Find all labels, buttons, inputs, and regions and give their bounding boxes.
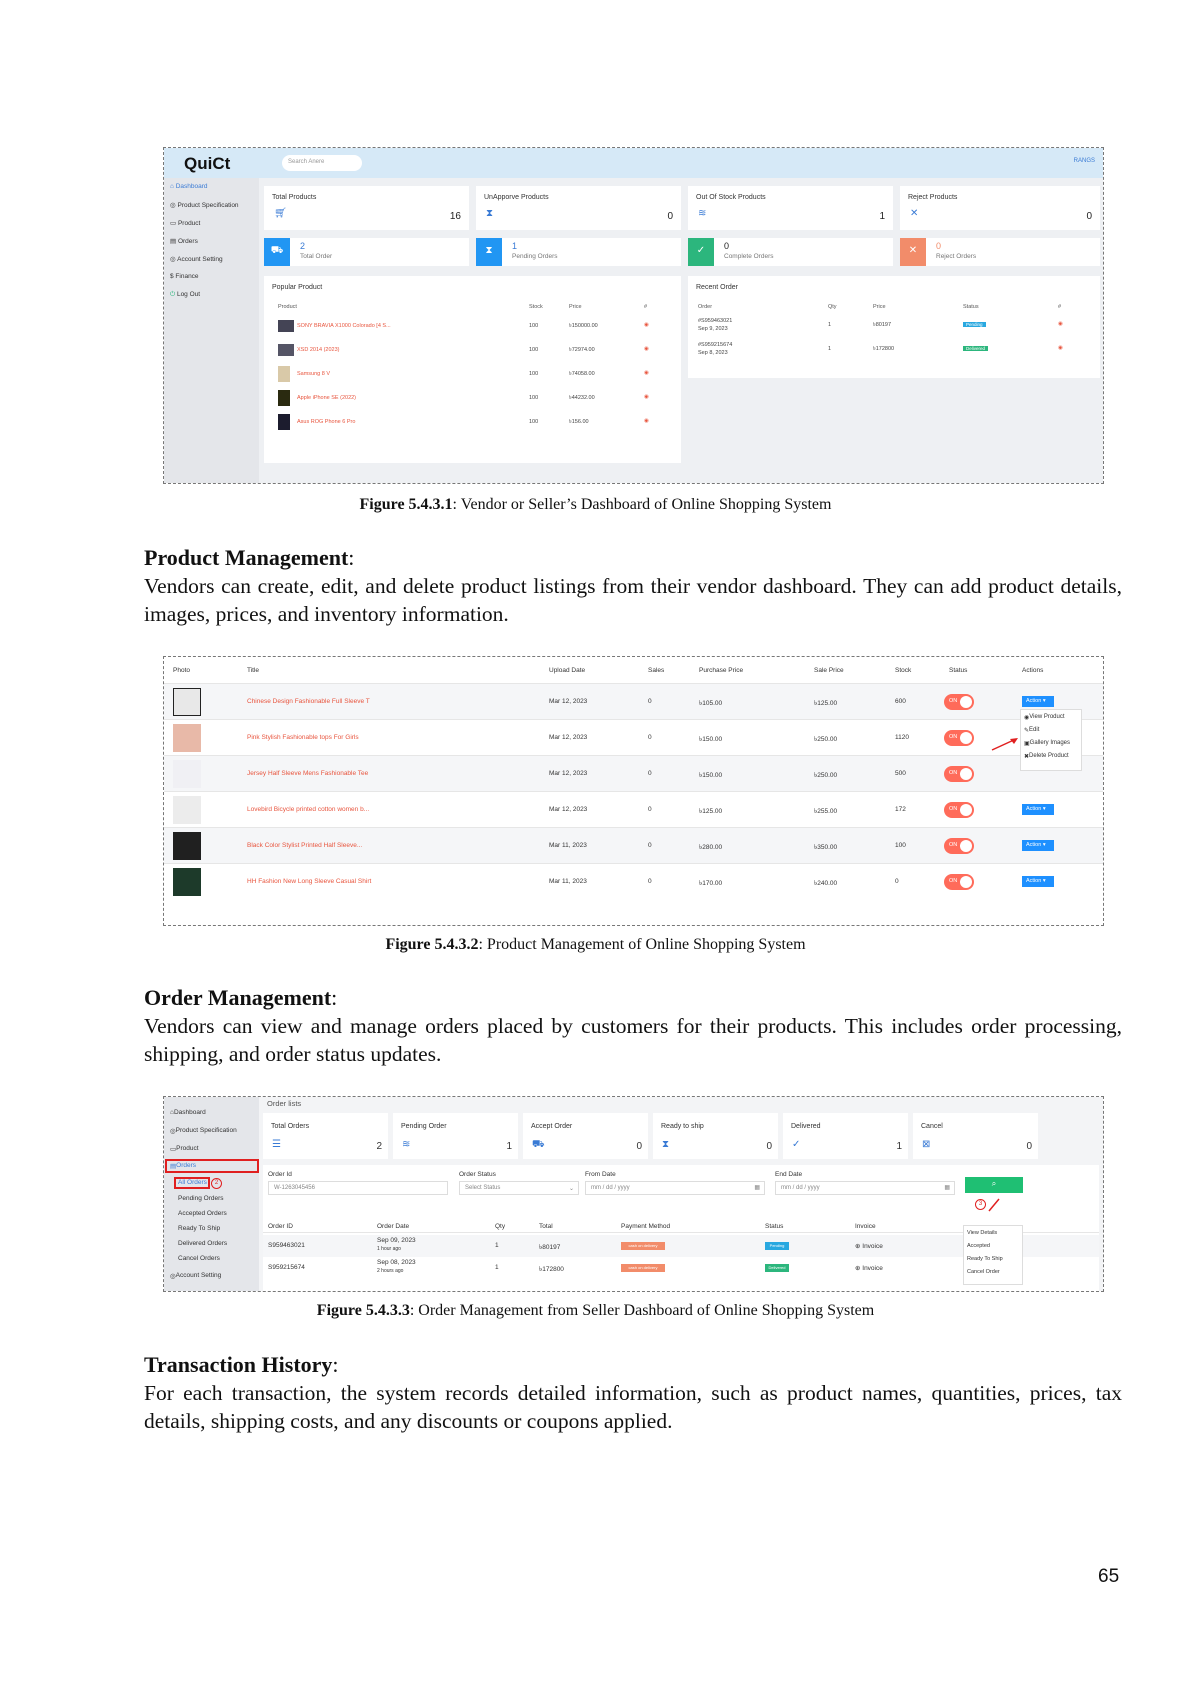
action-dropdown-button[interactable]: Action ▾ — [1022, 696, 1054, 707]
table-row[interactable]: Samsung 8 V 100 ৳74058.00 ◉ — [264, 368, 681, 392]
red-arrow-annotation — [987, 1197, 1003, 1213]
top-bar — [164, 148, 1103, 178]
status-toggle[interactable]: ON — [944, 874, 974, 890]
user-menu[interactable]: RANGS — [1073, 158, 1095, 164]
sidebar-item-dashboard[interactable]: ⌂ Dashboard — [170, 183, 208, 190]
order-stat-card: Cancel ⊠ 0 — [913, 1113, 1038, 1159]
sidebar-item-account-setting[interactable]: ◎ Account Setting — [170, 1272, 222, 1280]
close-icon: ✕ — [910, 208, 919, 219]
hourglass-icon: ⧗ — [486, 208, 494, 219]
product-photo — [173, 796, 201, 824]
sidebar-item-account-setting[interactable]: ◎ Account Setting — [170, 256, 223, 263]
recent-order-panel: Recent Order Order Qty Price Status # #S959463021 Sep 9, 2023 1 ৳80197 Pending ◉ #S959215674 Sep 8, 2023 1 ৳172800 Delivered ◉ — [688, 276, 1100, 378]
invoice-link[interactable]: ⊕ Invoice — [855, 1265, 883, 1272]
summary-card: ✕ 0 Reject Orders — [900, 238, 1100, 266]
sidebar-item-cancel-orders[interactable]: Cancel Orders — [178, 1255, 220, 1262]
table-row[interactable]: Chinese Design Fashionable Full Sleeve T Mar 12, 2023 0 ৳105.00 ৳125.00 600 ON Action ▾ — [164, 683, 1103, 719]
sidebar-item-ready-to-ship[interactable]: Ready To Ship — [178, 1225, 221, 1232]
step-marker: 2 — [211, 1178, 222, 1189]
table-row[interactable]: Pink Stylish Fashionable tops For Girls Mar 12, 2023 0 ৳150.00 ৳250.00 1120 ON — [164, 719, 1103, 755]
section-heading: Transaction History: — [144, 1352, 339, 1377]
status-toggle[interactable]: ON — [944, 730, 974, 746]
product-management-figure — [163, 656, 1104, 926]
database-icon: ≋ — [402, 1139, 411, 1150]
table-row[interactable]: Lovebird Bicycle printed cotton women b... Mar 12, 2023 0 ৳125.00 ৳255.00 172 ON Action ▾ — [164, 791, 1103, 827]
menu-item-view-product[interactable]: ◉ View Product — [1024, 714, 1065, 721]
sidebar-item-delivered-orders[interactable]: Delivered Orders — [178, 1240, 228, 1247]
action-menu — [1020, 709, 1082, 771]
product-thumbnail — [278, 414, 290, 430]
search-input[interactable]: Search Anere — [282, 155, 362, 171]
sidebar-item-product[interactable]: ▭ Product — [170, 220, 201, 227]
table-row[interactable]: HH Fashion New Long Sleeve Casual Shirt Mar 11, 2023 0 ৳170.00 ৳240.00 0 ON Action ▾ — [164, 863, 1103, 899]
status-toggle[interactable]: ON — [944, 694, 974, 710]
action-dropdown-button[interactable]: Action ▾ — [1022, 804, 1054, 815]
order-id-input[interactable]: W-1263045456 — [268, 1181, 448, 1195]
sidebar-item-logout[interactable]: ⏻ Log Out — [170, 291, 201, 298]
order-stat-card: Accept Order ⛟ 0 — [523, 1113, 648, 1159]
menu-item-accepted[interactable]: Accepted — [967, 1243, 990, 1249]
sidebar — [164, 178, 259, 483]
status-toggle[interactable]: ON — [944, 766, 974, 782]
status-toggle[interactable]: ON — [944, 802, 974, 818]
calendar-icon: ▦ — [944, 1185, 950, 1191]
status-badge: Delivered — [765, 1264, 789, 1272]
table-row[interactable]: Jersey Half Sleeve Mens Fashionable Tee Mar 12, 2023 0 ৳150.00 ৳250.00 500 ON — [164, 755, 1103, 791]
table-row[interactable]: Black Color Stylist Printed Half Sleeve... Mar 11, 2023 0 ৳280.00 ৳350.00 100 ON Action ▾ — [164, 827, 1103, 863]
status-badge: Delivered — [963, 346, 988, 351]
product-photo — [173, 868, 201, 896]
page-title: Order lists — [267, 1099, 302, 1108]
status-badge: Pending — [963, 322, 986, 327]
dashboard-main — [259, 178, 1103, 483]
eye-icon[interactable]: ◉ — [1058, 345, 1063, 351]
action-dropdown-button[interactable]: Action ▾ — [1022, 876, 1054, 887]
section-paragraph: For each transaction, the system records detailed information, such as product names, quantities, prices, tax details, shipping costs, and any discounts or coupons applied. — [144, 1381, 1122, 1433]
summary-card: ✓ 0 Complete Orders — [688, 238, 893, 266]
stat-card: UnApporve Products ⧗ 0 — [476, 186, 681, 230]
section-heading: Order Management: — [144, 985, 338, 1010]
product-photo — [173, 724, 201, 752]
highlight-box-orders — [165, 1159, 259, 1173]
section-heading: Product Management: — [144, 545, 355, 570]
check-icon: ✓ — [688, 238, 714, 266]
summary-card: ⛟ 2 Total Order — [264, 238, 469, 266]
highlight-box-all-orders — [174, 1177, 210, 1189]
sidebar-item-pending-orders[interactable]: Pending Orders — [178, 1195, 224, 1202]
order-stat-card: Pending Order ≋ 1 — [393, 1113, 518, 1159]
page-number: 65 — [1098, 1566, 1120, 1587]
table-header: Order ID Order Date Qty Total Payment Method Status Invoice — [263, 1221, 1099, 1233]
check-icon: ✓ — [792, 1139, 801, 1150]
figure-caption: Figure 5.4.3.3: Order Management from Seller Dashboard of Online Shopping System — [316, 1302, 875, 1319]
order-filter-table: Order Id W-1263045456 Order Status Select Status ⌄ From Date mm / dd / yyyy ▦ End Date mm / dd / yyyy ▦ ⌕ 3 Order ID Order Date Qty Total Payment Method Status Invoice S959463021 Sep 09, 2023 1 hour ago 1 ৳80197 cash on delivery Pending ⊕ Invoice S959215674 Sep 08, 2023 2 hours ago 1 ৳172800 cash on delivery Delivered ⊕ Invoice View Details Accepted Ready To Ship Cancel Order — [263, 1165, 1099, 1292]
action-dropdown-button[interactable]: Action ▾ — [1022, 840, 1054, 851]
status-toggle[interactable]: ON — [944, 838, 974, 854]
step-marker: 3 — [975, 1199, 986, 1210]
sidebar-item-product-specification[interactable]: ◎ Product Specification — [170, 202, 239, 209]
figure-caption: Figure 5.4.3.2: Product Management of Online Shopping System — [385, 936, 806, 953]
menu-item-ready-to-ship[interactable]: Ready To Ship — [967, 1256, 1003, 1262]
table-row[interactable]: Apple iPhone SE (2022) 100 ৳44232.00 ◉ — [264, 392, 681, 416]
product-thumbnail — [278, 344, 294, 356]
product-thumbnail — [278, 366, 290, 382]
eye-icon[interactable]: ◉ — [1058, 321, 1063, 327]
product-photo — [173, 760, 201, 788]
order-stat-card: Delivered ✓ 1 — [783, 1113, 908, 1159]
table-row[interactable]: SONY BRAVIA X1000 Colorado [4 S... 100 ৳150000.00 ◉ — [264, 320, 681, 344]
stat-card: Reject Products ✕ 0 — [900, 186, 1100, 230]
product-thumbnail — [278, 320, 294, 332]
invoice-link[interactable]: ⊕ Invoice — [855, 1243, 883, 1250]
eye-icon[interactable]: ◉ — [644, 322, 649, 328]
calendar-icon: ▦ — [754, 1185, 760, 1191]
payment-badge: cash on delivery — [621, 1264, 665, 1272]
order-management-figure — [163, 1096, 1104, 1292]
sidebar-item-orders[interactable]: ▤ Orders — [170, 1162, 197, 1170]
order-status-select[interactable]: Select Status ⌄ — [459, 1181, 579, 1195]
close-icon: ✕ — [900, 238, 926, 266]
figure-caption: Figure 5.4.3.1: Vendor or Seller’s Dashboard of Online Shopping System — [359, 496, 832, 513]
sidebar-item-product-specification[interactable]: ◎ Product Specification — [170, 1127, 237, 1135]
orders-main — [259, 1097, 1103, 1291]
sidebar-item-finance[interactable]: $ Finance — [170, 273, 199, 280]
sidebar-item-orders[interactable]: ▤ Orders — [170, 238, 198, 245]
end-date-input[interactable]: mm / dd / yyyy ▦ — [775, 1181, 955, 1195]
hourglass-icon: ⧗ — [476, 238, 502, 266]
status-badge: Pending — [765, 1242, 789, 1250]
from-date-input[interactable]: mm / dd / yyyy ▦ — [585, 1181, 765, 1195]
eye-icon[interactable]: ◉ — [644, 370, 649, 376]
logo: QuiCt — [184, 154, 231, 173]
truck-icon: ⛟ — [264, 238, 290, 266]
payment-badge: cash on delivery — [621, 1242, 665, 1250]
hourglass-icon: ⧗ — [662, 1139, 670, 1150]
table-row[interactable]: #S959463021 Sep 9, 2023 1 ৳80197 Pending ◉ — [698, 318, 1063, 332]
vendor-dashboard-figure — [163, 147, 1104, 484]
close-icon: ⊠ — [922, 1139, 931, 1150]
order-stat-card: Ready to ship ⧗ 0 — [653, 1113, 778, 1159]
order-stat-card: Total Orders ☰ 2 — [263, 1113, 388, 1159]
table-row[interactable]: S959463021 Sep 09, 2023 1 hour ago 1 ৳80197 cash on delivery Pending ⊕ Invoice — [263, 1235, 1099, 1257]
menu-item-view-details[interactable]: View Details — [967, 1230, 998, 1236]
section-paragraph: Vendors can create, edit, and delete product listings from their vendor dashboard. They can add product details, images, prices, and inventory information. — [144, 574, 1122, 626]
order-action-menu — [963, 1225, 1023, 1285]
database-icon: ≋ — [698, 208, 707, 219]
popular-product-panel: Popular Product Product Stock Price # SONY BRAVIA X1000 Colorado [4 S... 100 ৳150000.00 ◉ XSD 2014 (2023) 100 ৳72974.00 ◉ Samsung 8 V 100 ৳74058.00 ◉ Apple iPhone SE (2022) 100 ৳44232.00 ◉ Asus ROG Phone 6 Pro 100 ৳156.00 ◉ — [264, 276, 681, 463]
eye-icon[interactable]: ◉ — [644, 394, 649, 400]
cart-icon: 🛒︎ — [274, 208, 287, 219]
eye-icon[interactable]: ◉ — [644, 418, 649, 424]
sidebar-item-product[interactable]: ▭ Product — [170, 1145, 199, 1153]
sidebar-item-accepted-orders[interactable]: Accepted Orders — [178, 1210, 227, 1217]
search-button[interactable] — [965, 1177, 1023, 1193]
truck-icon: ⛟ — [532, 1139, 545, 1150]
list-icon: ☰ — [272, 1139, 281, 1150]
sidebar — [164, 1097, 259, 1291]
sidebar-item-dashboard[interactable]: ⌂ Dashboard — [170, 1109, 206, 1116]
product-thumbnail — [278, 390, 290, 406]
search-icon: ⌕ — [991, 1179, 997, 1188]
product-photo — [173, 832, 201, 860]
stat-card: Out Of Stock Products ≋ 1 — [688, 186, 893, 230]
menu-item-cancel-order[interactable]: Cancel Order — [967, 1269, 1000, 1275]
section-paragraph: Vendors can view and manage orders placed by customers for their products. This includes order processing, shipping, and order status updates. — [144, 1014, 1122, 1066]
table-row[interactable]: Asus ROG Phone 6 Pro 100 ৳156.00 ◉ — [264, 416, 681, 440]
chevron-down-icon: ⌄ — [568, 1186, 574, 1192]
table-row[interactable]: S959215674 Sep 08, 2023 2 hours ago 1 ৳172800 cash on delivery Delivered ⊕ Invoice — [268, 1259, 883, 1274]
red-arrow-annotation — [990, 735, 1020, 753]
table-row[interactable]: #S959215674 Sep 8, 2023 1 ৳172800 Delivered ◉ — [698, 342, 1063, 356]
sidebar-item-all-orders[interactable]: All Orders — [178, 1179, 207, 1186]
menu-item-gallery-images[interactable]: ▣ Gallery Images — [1024, 740, 1071, 747]
stat-card: Total Products 🛒︎ 16 — [264, 186, 469, 230]
table-header: Photo Title Upload Date Sales Purchase Price Sale Price Stock Status Actions — [173, 667, 1044, 674]
product-photo — [173, 688, 201, 716]
menu-item-delete-product[interactable]: ✖ Delete Product — [1024, 753, 1069, 760]
summary-card: ⧗ 1 Pending Orders — [476, 238, 681, 266]
menu-item-edit[interactable]: ✎ Edit — [1024, 727, 1040, 734]
eye-icon[interactable]: ◉ — [644, 346, 649, 352]
table-row[interactable]: XSD 2014 (2023) 100 ৳72974.00 ◉ — [264, 344, 681, 368]
